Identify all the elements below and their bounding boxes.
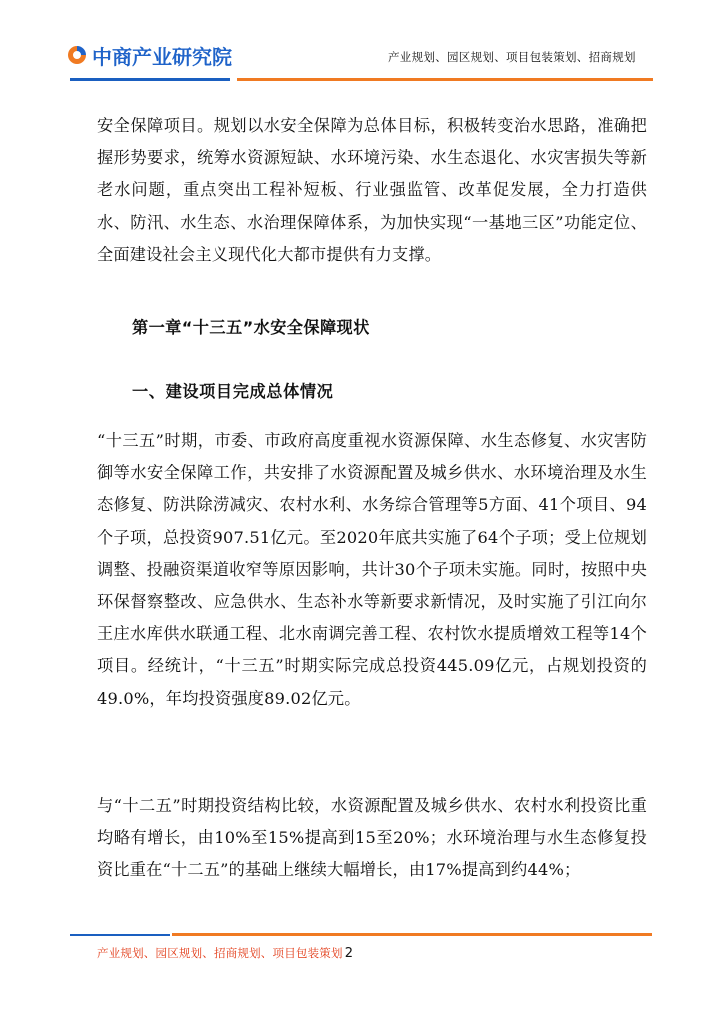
header-divider-orange xyxy=(237,78,653,81)
paragraph-overview: “十三五”时期，市委、市政府高度重视水资源保障、水生态修复、水灾害防御等水安全保障工作，共安排了水资源配置及城乡供水、水环境治理及水生态修复、防洪除涝减灾、农村水利、水务综合管理等5方面、41个项目、94个子项，总投资907.51亿元。至2020年底共实施了64个子项；受上位规划调整、投融资渠道收窄等原因影响，共计30个子项未实施。同时，按照中央环保督察整改、应急供水、生态补水等新要求新情况，及时实施了引江向尔王庄水库供水联通工程、北水南调完善工程、农村饮水提质增效工程等14个项目。经统计，“十三五”时期实际完成总投资445.09亿元，占规划投资的49.0%，年均投资强度89.02亿元。 xyxy=(97,431,647,708)
chapter-heading: 第一章“十三五”水安全保障现状 xyxy=(132,318,370,337)
logo-mark-icon xyxy=(66,44,88,66)
header-tagline: 产业规划、园区规划、项目包装策划、招商规划 xyxy=(388,50,636,64)
footer-divider-orange xyxy=(172,933,652,936)
logo xyxy=(66,40,232,70)
footer-divider-blue xyxy=(70,934,170,936)
paragraph-investment-structure: 与“十二五”时期投资结构比较，水资源配置及城乡供水、农村水利投资比重均略有增长，由10%至15%提高到15至20%；水环境治理与水生态修复投资比重在“十二五”的基础上继续大幅增长，由17%提高到约44%； xyxy=(97,796,647,880)
section-heading: 一、建设项目完成总体情况 xyxy=(132,382,334,401)
logo-text: 中商产业研究院 xyxy=(92,44,232,69)
page-header xyxy=(0,0,724,90)
paragraph-intro: 安全保障项目。规划以水安全保障为总体目标，积极转变治水思路，准确把握形势要求，统筹水资源短缺、水环境污染、水生态退化、水灾害损失等新老水问题，重点突出工程补短板、行业强监管、改革促发展，全力打造供水、防汛、水生态、水治理保障体系，为加快实现“一基地三区”功能定位、全面建设社会主义现代化大都市提供有力支撑。 xyxy=(97,116,647,264)
header-divider-blue xyxy=(70,78,230,81)
footer-tagline: 产业规划、园区规划、招商规划、项目包装策划 xyxy=(97,946,343,960)
page-footer xyxy=(97,945,353,961)
page-number: 2 xyxy=(344,946,354,961)
